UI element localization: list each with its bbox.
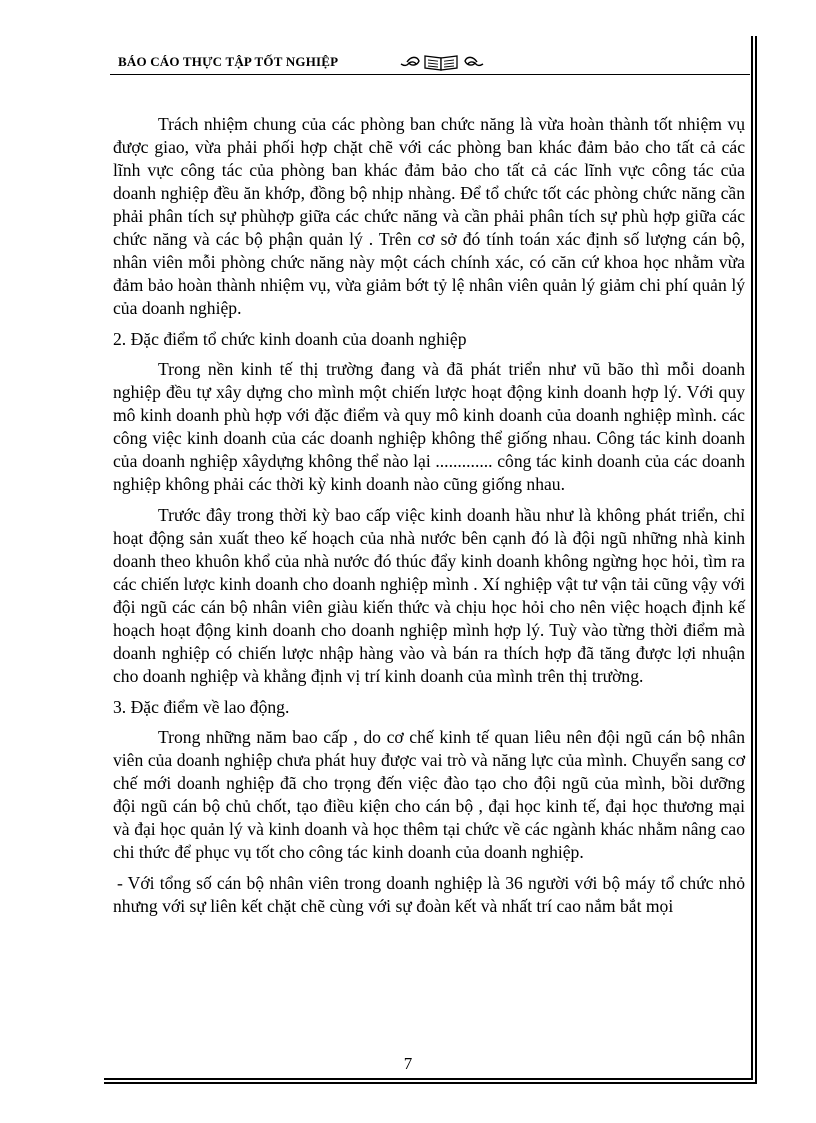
book-ornament-icon <box>397 52 487 72</box>
page-number: 7 <box>403 1054 413 1073</box>
section-heading-business-organization: 2. Đặc điểm tổ chức kinh doanh của doanh nghiệp <box>113 329 467 349</box>
header-title: BÁO CÁO THỰC TẬP TỐT NGHIỆP <box>118 54 339 69</box>
paragraph-subsidy-period: Trước đây trong thời kỳ bao cấp việc kinh doanh hầu như là không phát triển, chỉ hoạt động sản xuất theo kế hoạch của nhà nước bên cạnh đó là đội ngũ những nhà kinh doanh theo khuôn khổ của nhà nước đó thúc đẩy kinh doanh không ngừng học hỏi, tìm ra các chiến lược kinh doanh cho doanh nghiệp mình . Xí nghiệp vật tư vận tải cũng vậy với đội ngũ các cán bộ nhân viên giàu kiến thức và chịu học hỏi cho nên việc hoạch định kế hoạch hoạt động kinh doanh cho doanh nghiệp mình hợp lý. Tuỳ vào từng thời điểm mà doanh nghiệp có chiến lược nhập hàng vào và bán ra thích hợp đã tăng được lợi nhuận cho doanh nghiệp và khẳng định vị trí kinh doanh của mình trên thị trường. <box>113 505 745 686</box>
paragraph-staff-count: - Với tổng số cán bộ nhân viên trong doanh nghiệp là 36 người với bộ máy tổ chức nhỏ nhưng với sự liên kết chặt chẽ cùng với sự đoàn kết và nhất trí cao nắm bắt mọi <box>113 873 745 916</box>
paragraph-responsibilities: Trách nhiệm chung của các phòng ban chức năng là vừa hoàn thành tốt nhiệm vụ được giao, vừa phải phối hợp chặt chẽ với các phòng ban khác đảm bảo cho tất cả các lĩnh vực công tác của phòng ban khác đảm bảo cho tất cả các lĩnh vực công tác của doanh nghiệp đều ăn khớp, đồng bộ nhịp nhàng. Để tổ chức tốt các phòng chức năng cần phải phân tích sự phùhợp giữa các chức năng và cần phải phân tích sự phù hợp giữa các chức năng và các bộ phận quản lý . Trên cơ sở đó tính toán xác định số lượng cán bộ, nhân viên mỗi phòng chức năng này một cách chính xác, có căn cứ khoa học nhằm vừa đảm bảo hoàn thành nhiệm vụ, vừa giảm bớt tỷ lệ nhân viên quản lý giảm chi phí quản lý của doanh nghiệp. <box>113 114 745 318</box>
paragraph-market-economy: Trong nền kinh tế thị trường đang và đã phát triển như vũ bão thì mỗi doanh nghiệp đều tự xây dựng cho mình một chiến lược hoạt động kinh doanh hợp lý. Với quy mô kinh doanh phù hợp với đặc điểm và quy mô kinh doanh của doanh nghiệp mình. các công việc kinh doanh của các doanh nghiệp không thể giống nhau. Công tác kinh doanh của doanh nghiệp xâydựng không thể nào lại ............. công tác kinh doanh của các doanh nghiệp không phải các thời kỳ kinh doanh nào cũng giống nhau. <box>113 359 745 494</box>
page-header <box>110 52 750 75</box>
section-heading-labor: 3. Đặc điểm về lao động. <box>113 697 290 717</box>
document-body <box>113 113 745 918</box>
paragraph-labor-development: Trong những năm bao cấp , do cơ chế kinh tế quan liêu nên đội ngũ cán bộ nhân viên của doanh nghiệp chưa phát huy được vai trò và năng lực của mình. Chuyển sang cơ chế mới doanh nghiệp đã cho trọng đến việc đào tạo cho đội ngũ của mình, bồi dưỡng đội ngũ cán bộ chủ chốt, tạo điều kiện cho cán bộ , đại học kinh tế, đại học thương mại và đại học quản lý và kinh doanh và học thêm tại chức về các ngành khác nhằm nâng cao chi thức để phục vụ tốt cho công tác kinh doanh của doanh nghiệp. <box>113 727 745 862</box>
